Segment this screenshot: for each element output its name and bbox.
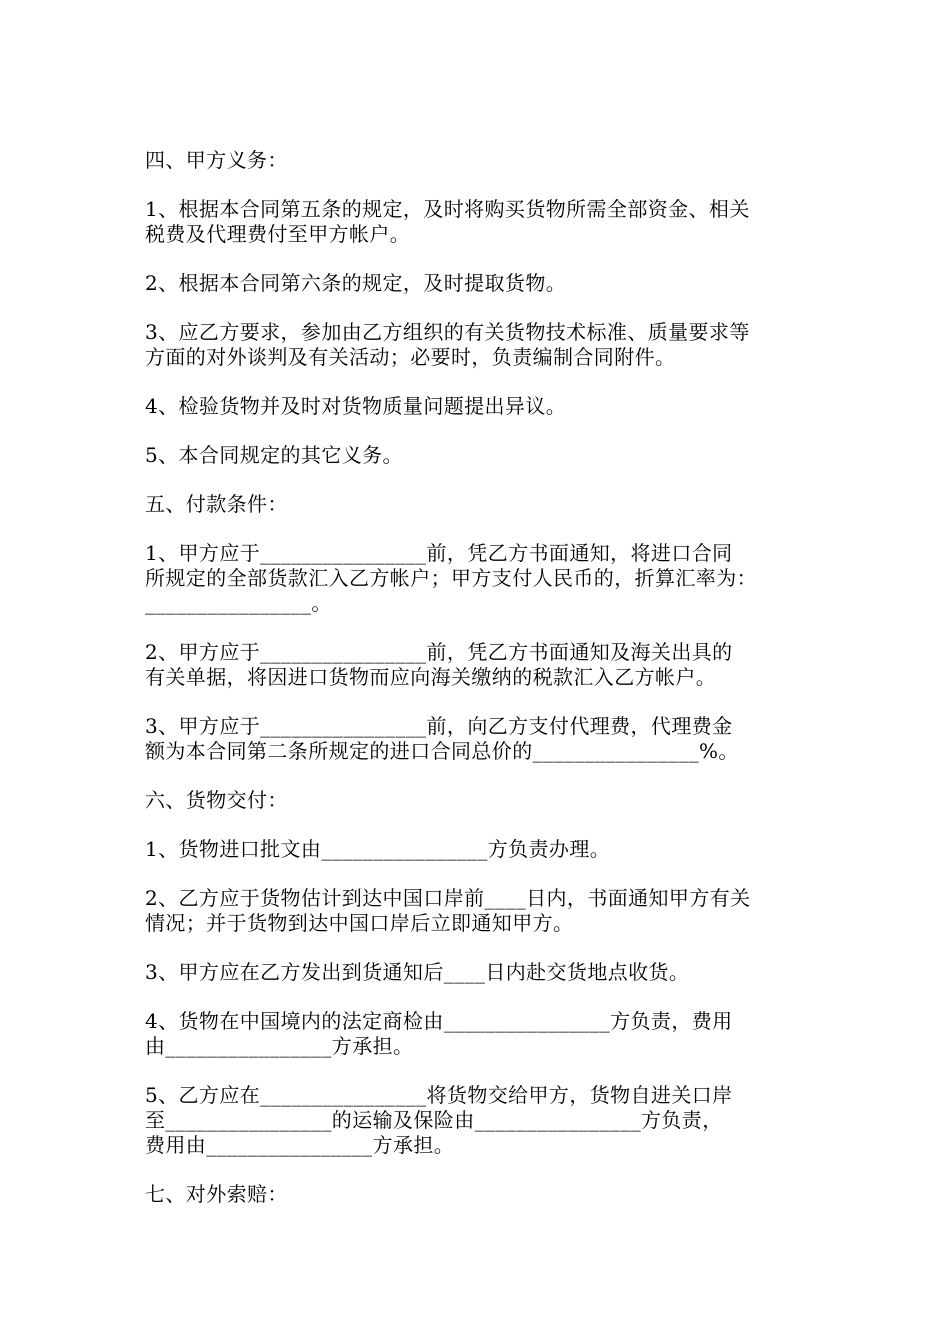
clause-6-4: 4、货物在中国境内的法定商检由________________方负责，费用 由________________方承担。 — [145, 1009, 733, 1058]
clause-5-3: 3、甲方应于________________前，向乙方支付代理费，代理费金 额为本合同第二条所规定的进口合同总价的________________%。 — [145, 714, 739, 763]
section-heading-payment: 五、付款条件： — [145, 492, 288, 516]
clause-5-1: 1、甲方应于________________前，凭乙方书面通知，将进口合同 所规定的全部货款汇入乙方帐户；甲方支付人民币的，折算汇率为： ________________。 — [145, 541, 757, 615]
section-heading-claims: 七、对外索赔： — [145, 1182, 288, 1206]
clause-5-2: 2、甲方应于________________前，凭乙方书面通知及海关出具的 有关单据，将因进口货物而应向海关缴纳的税款汇入乙方帐户。 — [145, 640, 733, 689]
clause-6-1: 1、货物进口批文由________________方负责办理。 — [145, 837, 611, 861]
clause-4-5: 5、本合同规定的其它义务。 — [145, 443, 403, 467]
clause-6-3: 3、甲方应在乙方发出到货通知后____日内赴交货地点收货。 — [145, 960, 690, 984]
clause-6-5: 5、乙方应在________________将货物交给甲方，货物自进关口岸 至________________的运输及保险由________________方负责， 费用由________________方承担。 — [145, 1083, 733, 1157]
clause-4-2: 2、根据本合同第六条的规定，及时提取货物。 — [145, 271, 567, 295]
clause-4-3: 3、应乙方要求，参加由乙方组织的有关货物技术标准、质量要求等 方面的对外谈判及有关活动；必要时，负责编制合同附件。 — [145, 320, 750, 369]
section-heading-obligations-a: 四、甲方义务： — [145, 148, 288, 172]
clause-4-4: 4、检验货物并及时对货物质量问题提出异议。 — [145, 394, 567, 418]
section-heading-delivery: 六、货物交付： — [145, 788, 288, 812]
clause-6-2: 2、乙方应于货物估计到达中国口岸前____日内，书面通知甲方有关 情况；并于货物到达中国口岸后立即通知甲方。 — [145, 886, 751, 935]
document-page — [145, 148, 825, 1231]
clause-4-1: 1、根据本合同第五条的规定，及时将购买货物所需全部资金、相关 税费及代理费付至甲方帐户。 — [145, 197, 750, 246]
